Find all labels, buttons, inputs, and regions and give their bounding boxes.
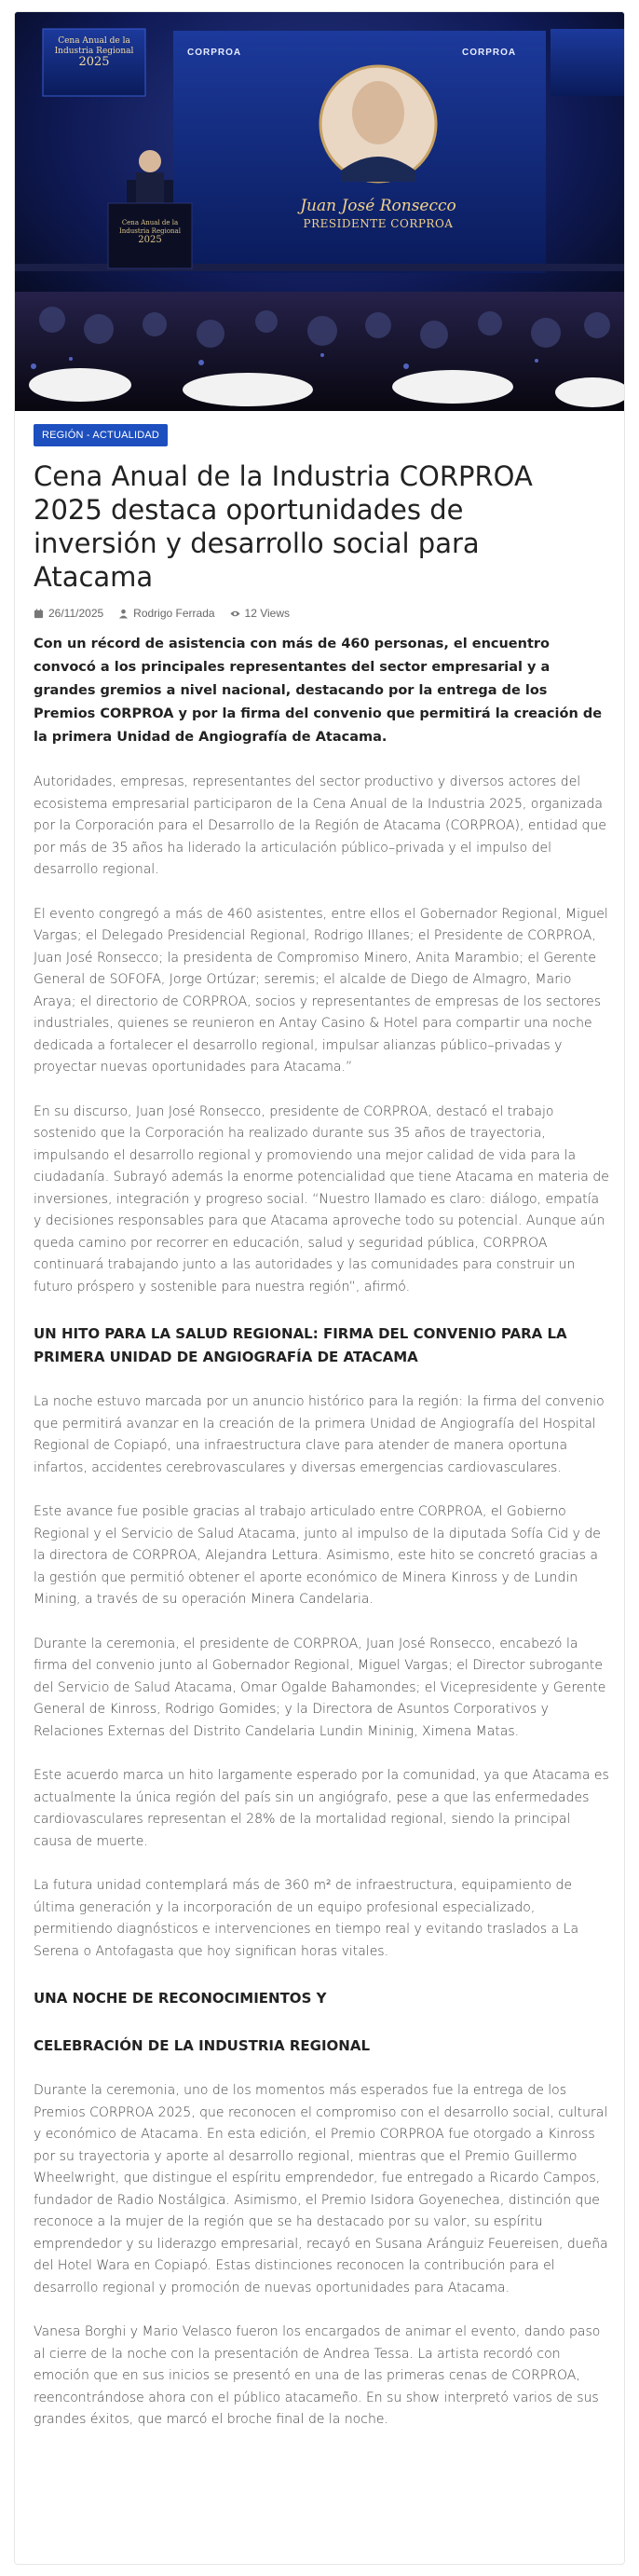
article-views: 12 Views [244,607,291,620]
user-icon [118,609,129,619]
calendar-icon [34,609,44,619]
hero-left-logo-line2: Industria Regional [54,47,134,56]
meta-views [230,607,290,620]
hero-podium-year: 2025 [138,235,162,245]
paragraph-8: La futura unidad contemplará más de 360 m² de infraestructura, equipamiento de última generación y la incorporación de un equipo profesional especializado, permitiendo diagnósticos e intervenciones en tiempo real y evitando traslados a La Serena o Antofagasta que hoy significan horas vitales. [34,1878,579,1959]
paragraph-1: Autoridades, empresas, representantes del sector productivo y diversos actores del ecosistema empresarial participaron de la Cena Anual de la Industria 2025, organizada por la Corporación para el Desarrollo de la Región de Atacama (CORPROA), entidad que por más de 35 años ha liderado la articulación público–privada y el impulso del desarrollo regional. [34,774,606,877]
subheading-reconocimientos-b: CELEBRACIÓN DE LA INDUSTRIA REGIONAL [34,2037,371,2054]
meta-date [34,607,103,620]
article-meta [34,607,605,620]
paragraph-7: Este acuerdo marca un hito largamente esperado por la comunidad, ya que Atacama es actualmente la única región del país sin un angiógrafo, pese a que las enfermedades cardiovasculares representan el 28% de la mortalidad regional, siendo la principal causa de muerte. [34,1768,609,1849]
article-content [15,411,624,2432]
subheading-angiografia: UN HITO PARA LA SALUD REGIONAL: FIRMA DEL CONVENIO PARA LA PRIMERA UNIDAD DE ANGIOGRAFÍA DE ATACAMA [34,1325,567,1365]
paragraph-3: En su discurso, Juan José Ronsecco, presidente de CORPROA, destacó el trabajo sostenido que la Corporación ha realizado durante sus 35 años de trayectoria, impulsando el desarrollo regional y promoviendo una mejor calidad de vida para la ciudadanía. Subrayó además la enorme potencialidad que tiene Atacama en materia de inversiones, integración y progreso social. “Nuestro llamado es claro: diálogo, empatía y decisiones responsables para que Atacama aproveche todo su potencial. Aunque aún queda camino por recorrer en educación, salud y seguridad pública, CORPROA continuará trabajando junto a las autoridades y las comunidades para construir un futuro próspero y sostenible para nuestra región”, afirmó. [34,1103,609,1295]
hero-image [15,12,624,411]
paragraph-2: El evento congregó a más de 460 asistentes, entre ellos el Gobernador Regional, Miguel Vargas; el Delegado Presidencial Regional, Rodrigo Illanes; el Presidente de CORPROA, Juan José Ronsecco; la presidenta de Compromiso Minero, Anita Marambio; el Gerente General de SOFOFA, Jorge Ortúzar; seremis; el alcalde de Diego de Almagro, Mario Araya; el directorio de CORPROA, socios y representantes de empresas de los sectores industriales, quienes se reunieron en Antay Casino & Hotel para compartir una noche dedicada a fortalecer el desarrollo regional, impulsar alianzas público–privadas y proyectar nuevas oportunidades para Atacama.” [34,906,608,1075]
subheading-reconocimientos-a: UNA NOCHE DE RECONOCIMIENTOS Y [34,1990,327,2007]
paragraph-6: Durante la ceremonia, el presidente de CORPROA, Juan José Ronsecco, encabezó la firma del convenio junto al Gobernador Regional, Miguel Vargas; el Director subrogante del Servicio de Salud Atacama, Omar Ogalde Bahamondes; el Vicepresidente y Gerente General de Kinross, Rodrigo Gomides; y la Directora de Asuntos Corporativos y Relaciones Externas del Distrito Candelaria Lundin Mininig, Ximena Matas. [34,1636,606,1739]
eye-icon [230,609,240,619]
hero-screen-role: PRESIDENTE CORPROA [303,217,454,230]
category-badge[interactable]: REGIÓN - ACTUALIDAD [34,424,168,446]
article-lead: Con un récord de asistencia con más de 460 personas, el encuentro convocó a los principales representantes del sector empresarial y a grandes gremios a nivel nacional, destacando por la entrega de los Premios CORPROA y por la firma del convenio que permitirá la creación de la primera Unidad de Angiografía de Atacama. [34,637,603,745]
hero-left-logo-line1: Cena Anual de la [58,36,130,46]
hero-podium-line2: Industria Regional [119,227,181,235]
hero-podium-line1: Cena Anual de la [121,219,179,226]
hero-brand-center: CORPROA [187,48,242,58]
meta-author[interactable] [118,607,214,620]
article-card [14,11,625,2565]
paragraph-10: Vanesa Borghi y Mario Velasco fueron los encargados de animar el evento, dando paso al cierre de la noche con la presentación de Andrea Tessa. La artista recordó con emoción que en sus inicios se presentó en una de las primeras cenas de CORPROA, reencontrándose ahora con el público atacameño. En su show interpretó varios de sus grandes éxitos, que marcó el broche final de la noche. [34,2324,601,2427]
paragraph-4: La noche estuvo marcada por un anuncio histórico para la región: la firma del convenio que permitirá avanzar en la creación de la primera Unidad de Angiografía del Hospital Regional de Copiapó, una infraestructura clave para atender de manera oportuna infartos, accidentes cerebrovasculares y diversas emergencias cardiovasculares. [34,1394,605,1475]
article-date: 26/11/2025 [48,607,104,620]
paragraph-9: Durante la ceremonia, uno de los momentos más esperados fue la entrega de los Premios CORPROA 2025, que reconocen el compromiso con el desarrollo social, cultural y económico de Atacama. En esta edición, el Premio CORPROA fue otorgado a Kinross por su trayectoria y aporte al desarrollo regional, mientras que el Premio Guillermo Wheelwright, que distingue el espíritu emprendedor, fue entregado a Ricardo Campos, fundador de Radio Nostálgica. Asimismo, el Premio Isidora Goyenechea, distinción que reconoce a la mujer de la región que se ha destacado por su valor, su espíritu emprendedor y su liderazgo empresarial, recayó en Susana Aránguiz Feuereisen, dueña del Hotel Wara en Copiapó. Estas distinciones reconocen la contribución para el desarrollo regional y promoción de nuevas oportunidades para Atacama. [34,2083,608,2295]
paragraph-5: Este avance fue posible gracias al trabajo articulado entre CORPROA, el Gobierno Regional y el Servicio de Salud Atacama, junto al impulso de la diputada Sofía Cid y de la directora de CORPROA, Alejandra Lettura. Asimismo, este hito se concretó gracias a la gestión que permitió obtener el aporte económico de Minera Kinross y de Lundin Mining, a través de su operación Minera Candelaria. [34,1504,601,1607]
hero-screen-name: Juan José Ronsecco [300,197,456,215]
hero-brand-right: CORPROA [462,48,517,58]
hero-left-logo-year: 2025 [78,55,110,69]
article-title: Cena Anual de la Industria CORPROA 2025 destaca oportunidades de inversión y desarrollo social para Atacama [34,460,533,593]
article-author[interactable]: Rodrigo Ferrada [133,607,215,620]
